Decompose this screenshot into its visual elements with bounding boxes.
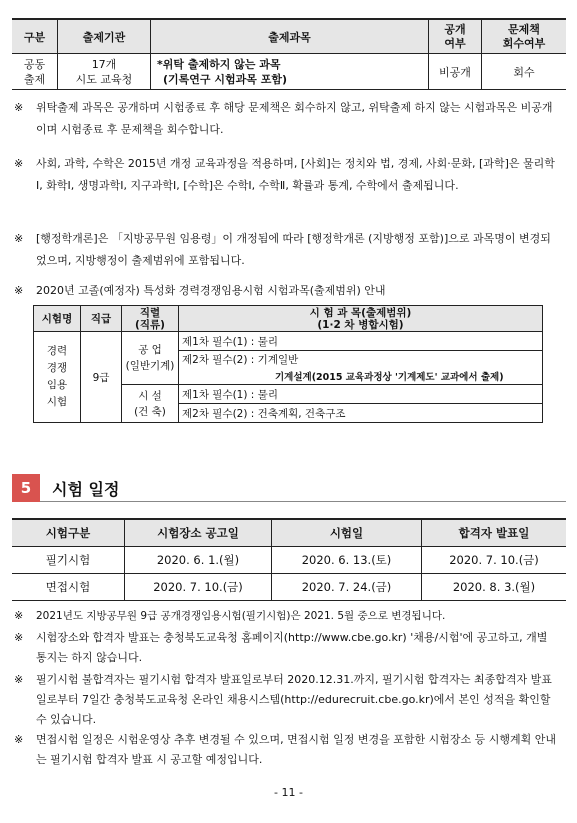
cell-category: 공동 출제 [12,54,58,90]
note-text: [행정학개론]은 「지방공무원 임용령」이 개정됨에 따라 [행정학개론 (지방행정 포함)]으로 과목명이 변경되었으며, 지방행정이 출제범위에 포함됩니다. [36,232,551,267]
cell-exam-date: 2020. 6. 13.(토) [272,547,422,574]
header-collect: 문제책 회수여부 [482,19,567,54]
header-exam-date: 시험일 [272,519,422,547]
note-text: 2021년도 지방공무원 9급 공개경쟁임용시험(필기시험)은 2021. 5월 중으로 변경됩니다. [36,610,446,622]
subject-row: 제1차 필수(1) : 물리 [179,385,543,404]
cell-series: 공 업 (일반기계) [122,332,179,385]
header-category: 구분 [12,19,58,54]
note-text: 시험장소와 합격자 발표는 충청북도교육청 홈페이지(http://www.cbe.go.kr) '채용/시험'에 공고하고, 개별 통지는 하지 않습니다. [36,631,548,664]
note-mark: ※ [14,631,24,644]
note-text: 2020년 고졸(예정자) 특성화 경력경쟁임용시험 시험과목(출제범위) 안내 [36,284,386,297]
section-header [12,474,566,502]
header-type: 시험구분 [12,519,125,547]
cell-result: 2020. 8. 3.(월) [422,574,567,601]
header-subject: 출제과목 [151,19,429,54]
subject-table [12,18,566,90]
cell-exam-date: 2020. 7. 24.(금) [272,574,422,601]
schedule-table [12,518,566,601]
note-mark: ※ [14,101,24,114]
table-row [12,547,566,574]
subject-row: 제1차 필수(1) : 물리 [179,332,543,351]
note-mark: ※ [14,157,24,170]
special-exam-table [33,305,543,423]
header-notice: 시험장소 공고일 [125,519,272,547]
subject-line2: (기록연구 시험과목 포함) [163,72,287,86]
note-mark: ※ [14,232,24,245]
section-title: 시험 일정 [52,480,120,499]
header-subjects: 시 험 과 목(출제범위) (1·2 차 병합시험) [179,306,543,332]
note-text: 면접시험 일정은 시험운영상 추후 변경될 수 있으며, 면접시험 일정 변경을 포함한 시험장소 등 시행계획 안내는 필기시험 합격자 발표 시 공고할 예정입니다. [36,733,556,766]
cell-agency: 17개 시도 교육청 [58,54,151,90]
section-number: 5 [12,474,40,502]
table-row [12,574,566,601]
cell-series: 시 설 (건 축) [122,385,179,423]
subject-row: 제2차 필수(2) : 기계일반 [179,351,543,368]
header-public: 공개 여부 [429,19,482,54]
subject-row-extra: 기계설계(2015 교육과정상 '기계제도' 교과에서 출제) [179,368,543,385]
cell-type: 필기시험 [12,547,125,574]
header-grade: 직급 [81,306,122,332]
cell-result: 2020. 7. 10.(금) [422,547,567,574]
subject-line1: *위탁 출제하지 않는 과목 [157,57,281,71]
cell-collect: 회수 [482,54,567,90]
cell-notice: 2020. 7. 10.(금) [125,574,272,601]
subject-row: 제2차 필수(2) : 건축계획, 건축구조 [179,404,543,423]
header-result: 합격자 발표일 [422,519,567,547]
note-text: 위탁출제 과목은 공개하며 시험종료 후 해당 문제책은 회수하지 않고, 위탁출제 하지 않는 시험과목은 비공개이며 시험종료 후 문제책을 회수합니다. [36,101,553,136]
section-underline [40,501,566,502]
note-mark: ※ [14,609,24,622]
cell-exam: 경력 경쟁 임용 시험 [34,332,81,423]
header-agency: 출제기관 [58,19,151,54]
note-mark: ※ [14,733,24,746]
header-exam: 시험명 [34,306,81,332]
cell-subject [151,54,429,90]
note-text: 사회, 과학, 수학은 2015년 개정 교육과정을 적용하며, [사회]는 정치와 법, 경제, 사회·문화, [과학]은 물리학Ⅰ, 화학Ⅰ, 생명과학Ⅰ, 지구과학Ⅰ, [수학]은 수학Ⅰ, 수학Ⅱ, 확률과 통계, 수학에서 출제됩니다. [36,157,555,192]
header-series: 직렬 (직류) [122,306,179,332]
cell-grade: 9급 [81,332,122,423]
cell-type: 면접시험 [12,574,125,601]
cell-notice: 2020. 6. 1.(월) [125,547,272,574]
page-number: - 11 - [274,786,303,799]
cell-public: 비공개 [429,54,482,90]
note-mark: ※ [14,673,24,686]
note-text: 필기시험 불합격자는 필기시험 합격자 발표일로부터 2020.12.31.까지, 필기시험 합격자는 최종합격자 발표일로부터 7일간 충청북도교육청 온라인 채용시스템(http://edurecruit.cbe.go.kr)에서 본인 성적을 확인할 수 있습니다. [36,673,552,726]
note-mark: ※ [14,284,24,297]
